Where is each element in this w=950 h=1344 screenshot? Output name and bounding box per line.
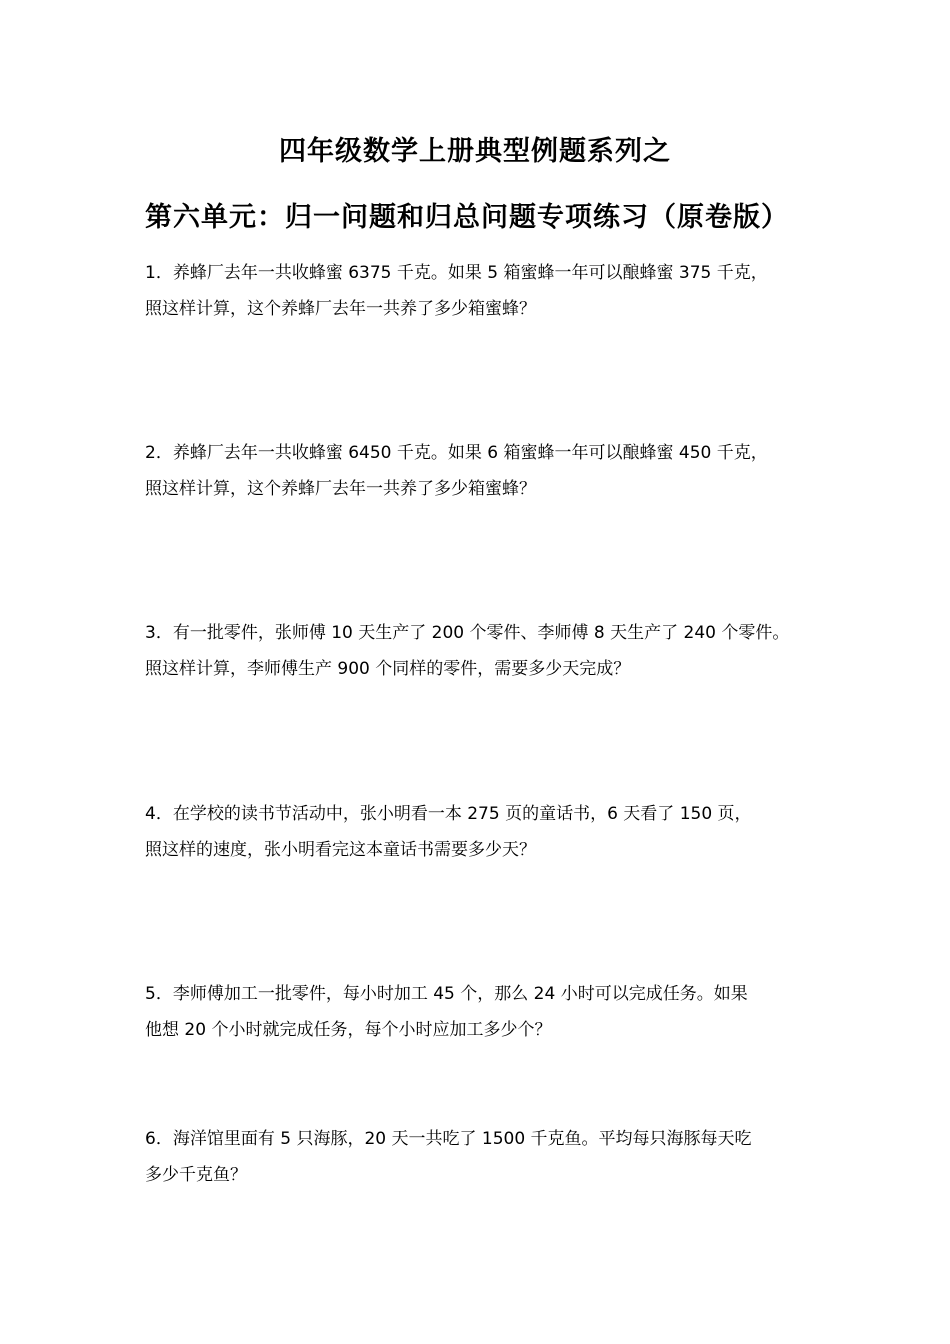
question-5-line-1: 5．李师傅加工一批零件，每小时加工 45 个，那么 24 小时可以完成任务。如果 bbox=[145, 984, 748, 1004]
question-1-line-2: 照这样计算，这个养蜂厂去年一共养了多少箱蜜蜂？ bbox=[145, 299, 536, 319]
question-4-line-1: 4．在学校的读书节活动中，张小明看一本 275 页的童话书，6 天看了 150 页， bbox=[145, 804, 752, 824]
document-title: 四年级数学上册典型例题系列之 bbox=[279, 136, 671, 167]
question-3-line-2: 照这样计算，李师傅生产 900 个同样的零件，需要多少天完成？ bbox=[145, 659, 631, 679]
document-subtitle: 第六单元：归一问题和归总问题专项练习（原卷版） bbox=[145, 202, 789, 233]
question-4 bbox=[145, 796, 845, 868]
question-1 bbox=[145, 255, 845, 327]
question-6-line-1: 6．海洋馆里面有 5 只海豚，20 天一共吃了 1500 千克鱼。平均每只海豚每天吃 bbox=[145, 1129, 752, 1149]
question-2-line-2: 照这样计算，这个养蜂厂去年一共养了多少箱蜜蜂？ bbox=[145, 479, 536, 499]
question-1-line-1: 1．养蜂厂去年一共收蜂蜜 6375 千克。如果 5 箱蜜蜂一年可以酿蜂蜜 375 千克， bbox=[145, 263, 768, 283]
question-3 bbox=[145, 615, 845, 687]
question-2-line-1: 2．养蜂厂去年一共收蜂蜜 6450 千克。如果 6 箱蜜蜂一年可以酿蜂蜜 450 千克， bbox=[145, 443, 768, 463]
question-6 bbox=[145, 1121, 845, 1193]
question-5 bbox=[145, 976, 845, 1048]
question-3-line-1: 3．有一批零件，张师傅 10 天生产了 200 个零件、李师傅 8 天生产了 240 个零件。 bbox=[145, 623, 790, 643]
question-5-line-2: 他想 20 个小时就完成任务，每个小时应加工多少个？ bbox=[145, 1020, 552, 1040]
question-6-line-2: 多少千克鱼？ bbox=[145, 1165, 247, 1185]
question-4-line-2: 照这样的速度，张小明看完这本童话书需要多少天？ bbox=[145, 840, 536, 860]
question-2 bbox=[145, 435, 845, 507]
